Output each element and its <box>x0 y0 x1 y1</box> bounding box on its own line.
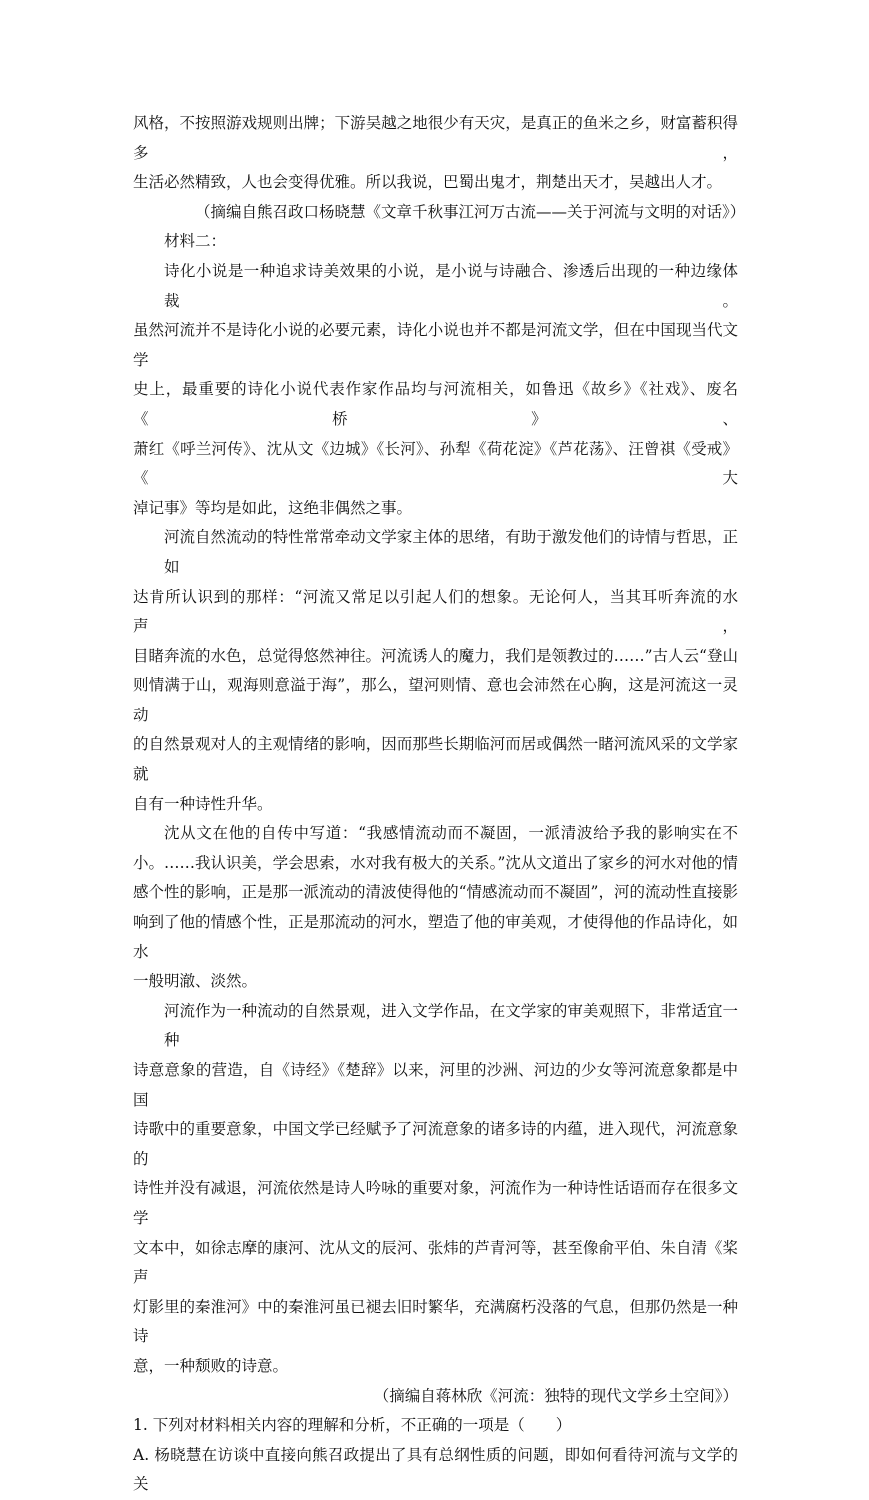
text-line: 一般明澈、淡然。 <box>133 972 258 991</box>
source-citation <box>133 1382 738 1412</box>
text-line: 沈从文在他的自传中写道：“我感情流动而不凝固，一派清波给予我的影响实在不 <box>164 824 738 843</box>
material-heading <box>133 227 738 257</box>
text-line: 河流自然流动的特性常常牵动文学家主体的思绪，有助于激发他们的诗情与哲思，正如 <box>164 528 738 576</box>
question-stem: 1. 下列对材料相关内容的理解和分析，不正确的一项是（ ） <box>133 1416 572 1435</box>
question <box>133 1411 738 1441</box>
text-line: 风格，不按照游戏规则出牌；下游吴越之地很少有天灾，是真正的鱼米之乡，财富蓄积得多， <box>133 114 738 162</box>
source-citation <box>133 198 746 228</box>
text-line: 自有一种诗性升华。 <box>133 794 273 813</box>
text-line: 淖记事》等均是如此，这绝非偶然之事。 <box>133 498 413 517</box>
option-line: A. 杨晓慧在访谈中直接向熊召政提出了具有总纲性质的问题，即如何看待河流与文学的关 <box>133 1445 738 1494</box>
citation-line: （摘编自蒋林欣《河流：独特的现代文学乡土空间》） <box>373 1386 738 1405</box>
paragraph <box>133 257 738 523</box>
text-line: 诗歌中的重要意象，中国文学已经赋予了河流意象的诸多诗的内蕴，进入现代，河流意象的 <box>133 1120 738 1168</box>
document-body <box>133 109 746 1500</box>
text-line: 则情满于山，观海则意溢于海”，那么，望河则情、意也会沛然在心胸，这是河流这一灵动 <box>133 676 738 724</box>
text-line: 生活必然精致，人也会变得优雅。所以我说，巴蜀出鬼才，荆楚出天才，吴越出人才。 <box>133 173 723 192</box>
text-line: 河流作为一种流动的自然景观，进入文学作品，在文学家的审美观照下，非常适宜一种 <box>164 1001 738 1050</box>
text-line: 灯影里的秦淮河》中的秦淮河虽已褪去旧时繁华，充满腐朽没落的气息，但那仍然是一种诗 <box>133 1297 738 1346</box>
text-line: 史上，最重要的诗化小说代表作家作品均与河流相关，如鲁迅《故乡》《社戏》、废名《桥》、 <box>133 380 738 428</box>
text-line: 诗化小说是一种追求诗美效果的小说，是小说与诗融合、渗透后出现的一种边缘体裁。 <box>164 261 738 310</box>
paragraph <box>133 997 738 1382</box>
text-line: 诗性并没有减退，河流依然是诗人吟咏的重要对象，河流作为一种诗性话语而存在很多文学 <box>133 1179 738 1227</box>
heading-line: 材料二： <box>164 232 227 251</box>
paragraph-continuation <box>133 109 738 198</box>
text-line: 感个性的影响，正是那一派流动的清波使得他的“情感流动而不凝固”，河的流动性直接影 <box>133 883 738 902</box>
text-line: 小。……我认识美，学会思索，水对我有极大的关系。”沈从文道出了家乡的河水对他的情 <box>133 853 738 872</box>
text-line: 的自然景观对人的主观情绪的影响，因而那些长期临河而居或偶然一睹河流风采的文学家就 <box>133 735 738 784</box>
paragraph <box>133 819 738 997</box>
text-line: 目睹奔流的水色，总觉得悠然神往。河流诱人的魔力，我们是领教过的……”古人云“登山 <box>133 646 738 665</box>
citation-line: （摘编自熊召政口杨晓慧《文章千秋事江河万古流——关于河流与文明的对话》） <box>195 202 746 221</box>
text-line: 文本中，如徐志摩的康河、沈从文的辰河、张炜的芦青河等，甚至像俞平伯、朱自清《桨声 <box>133 1238 738 1287</box>
text-line: 虽然河流并不是诗化小说的必要元素，诗化小说也并不都是河流文学，但在中国现当代文学 <box>133 321 738 369</box>
text-line: 萧红《呼兰河传》、沈从文《边城》《长河》、孙犁《荷花淀》《芦花荡》、汪曾祺《受戒》《大 <box>133 439 738 488</box>
text-line: 诗意意象的营造，自《诗经》《楚辞》以来，河里的沙洲、河边的少女等河流意象都是中国 <box>133 1061 738 1109</box>
text-line: 响到了他的情感个性，正是那流动的河水，塑造了他的审美观，才使得他的作品诗化，如水 <box>133 913 738 961</box>
text-line: 达肯所认识到的那样：“河流又常足以引起人们的想象。无论何人，当其耳听奔流的水声， <box>133 587 738 636</box>
paragraph <box>133 523 738 819</box>
text-line: 意，一种颓败的诗意。 <box>133 1356 289 1375</box>
answer-option-a <box>133 1441 738 1500</box>
